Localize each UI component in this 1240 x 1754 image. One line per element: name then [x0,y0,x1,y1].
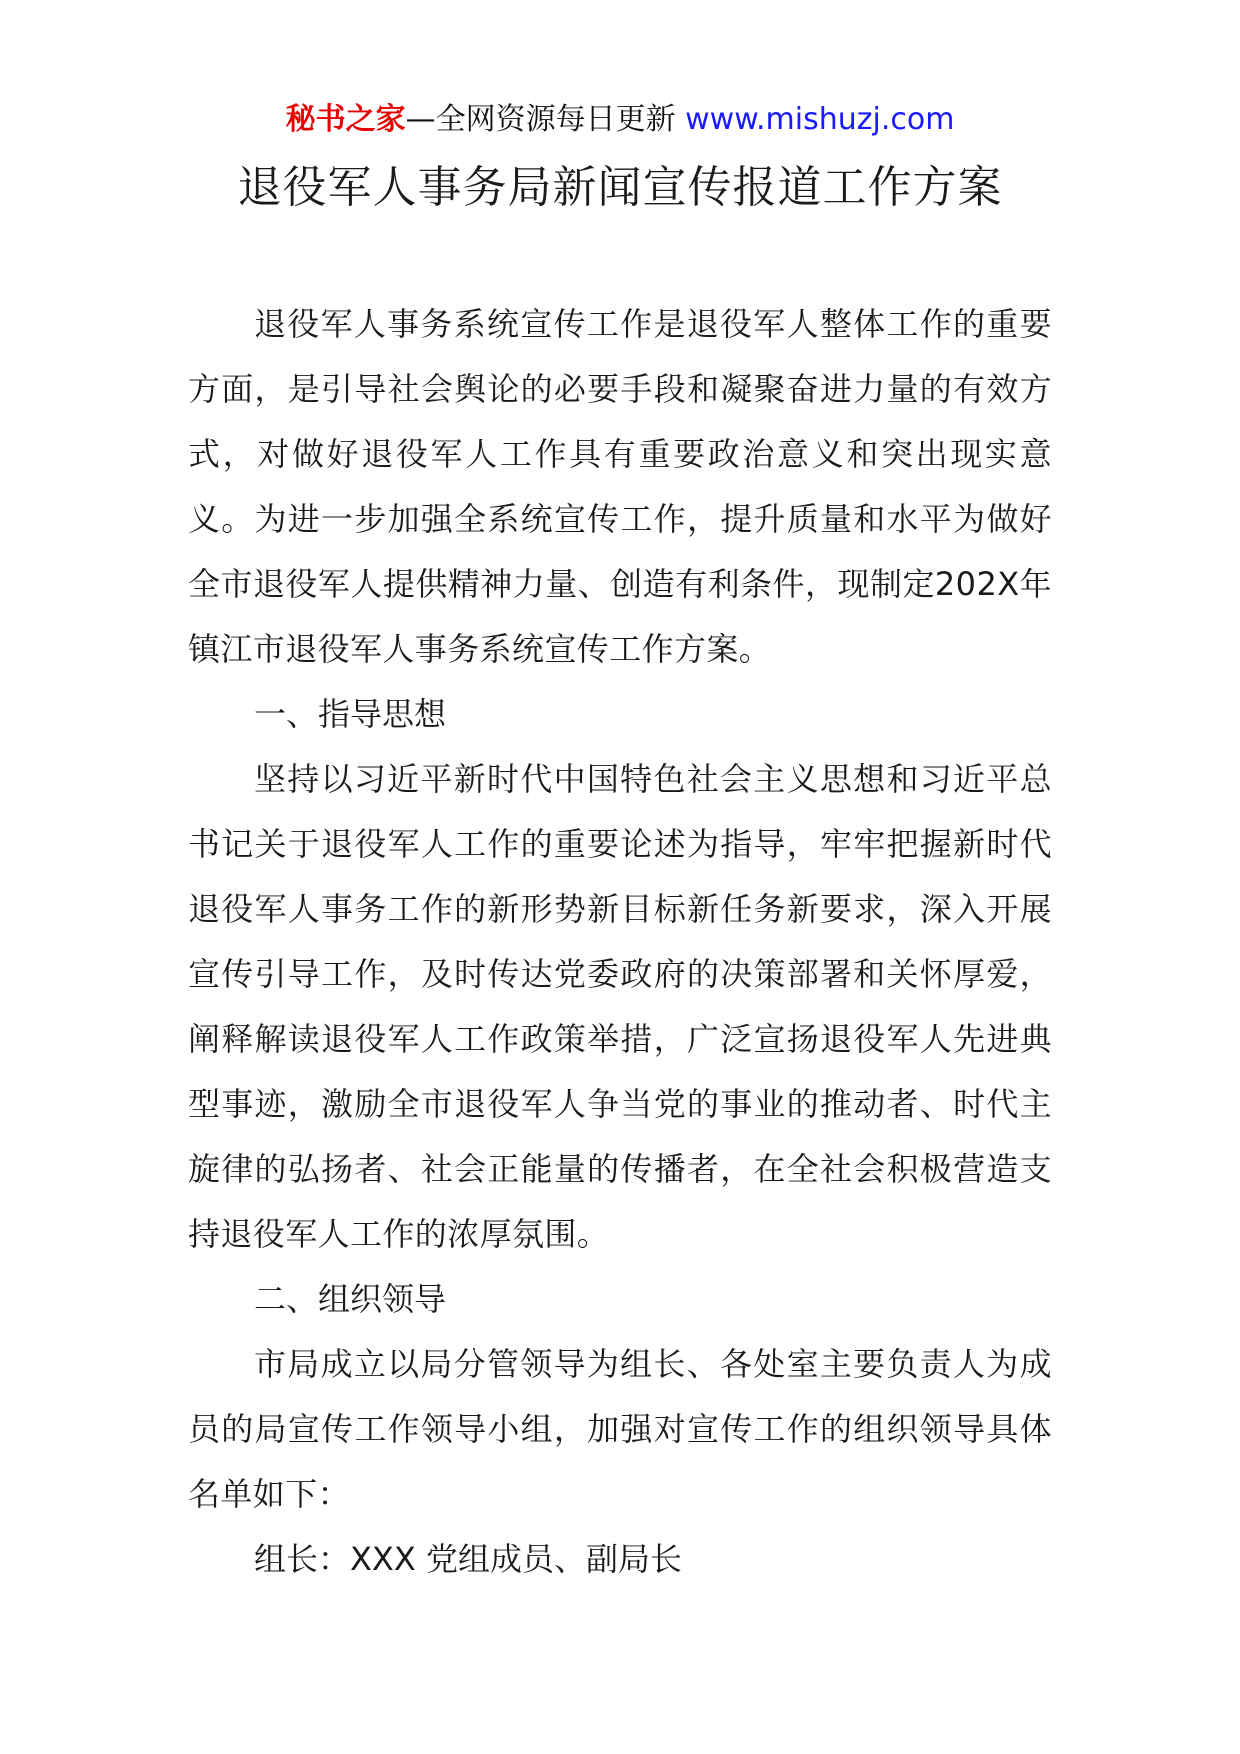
section-heading-organization: 二、组织领导 [254,1280,447,1318]
guiding-ideology-paragraph: 坚持以习近平新时代中国特色社会主义思想和习近平总书记关于退役军人工作的重要论述为指导，牢牢把握新时代退役军人事务工作的新形势新目标新任务新要求，深入开展宣传引导工作，及时传达党委政府的决策部署和关怀厚爱，阐释解读退役军人工作政策举措，广泛宣扬退役军人先进典型事迹，激励全市退役军人争当党的事业的推动者、时代主旋律的弘扬者、社会正能量的传播者，在全社会积极营造支持退役军人工作的浓厚氛围。 [188,760,1052,1253]
team-leader-line: 组长：XXX 党组成员、副局长 [254,1540,682,1578]
organization-paragraph: 市局成立以局分管领导为组长、各处室主要负责人为成员的局宣传工作领导小组，加强对宣传工作的组织领导具体名单如下： [188,1345,1052,1513]
site-header [0,100,1240,140]
site-brand: 秘书之家 [285,102,406,137]
section-heading-guiding-ideology: 一、指导思想 [254,695,447,733]
site-slogan: —全网资源每日更新 [405,102,676,137]
intro-paragraph: 退役军人事务系统宣传工作是退役军人整体工作的重要方面，是引导社会舆论的必要手段和凝聚奋进力量的有效方式，对做好退役军人工作具有重要政治意义和突出现实意义。为进一步加强全系统宣传工作，提升质量和水平为做好全市退役军人提供精神力量、创造有利条件，现制定202X年镇江市退役军人事务系统宣传工作方案。 [188,305,1052,668]
site-url-link[interactable]: www.mishuzj.com [685,102,955,137]
document-body [188,292,1052,1592]
document-title: 退役军人事务局新闻宣传报道工作方案 [237,162,1003,213]
